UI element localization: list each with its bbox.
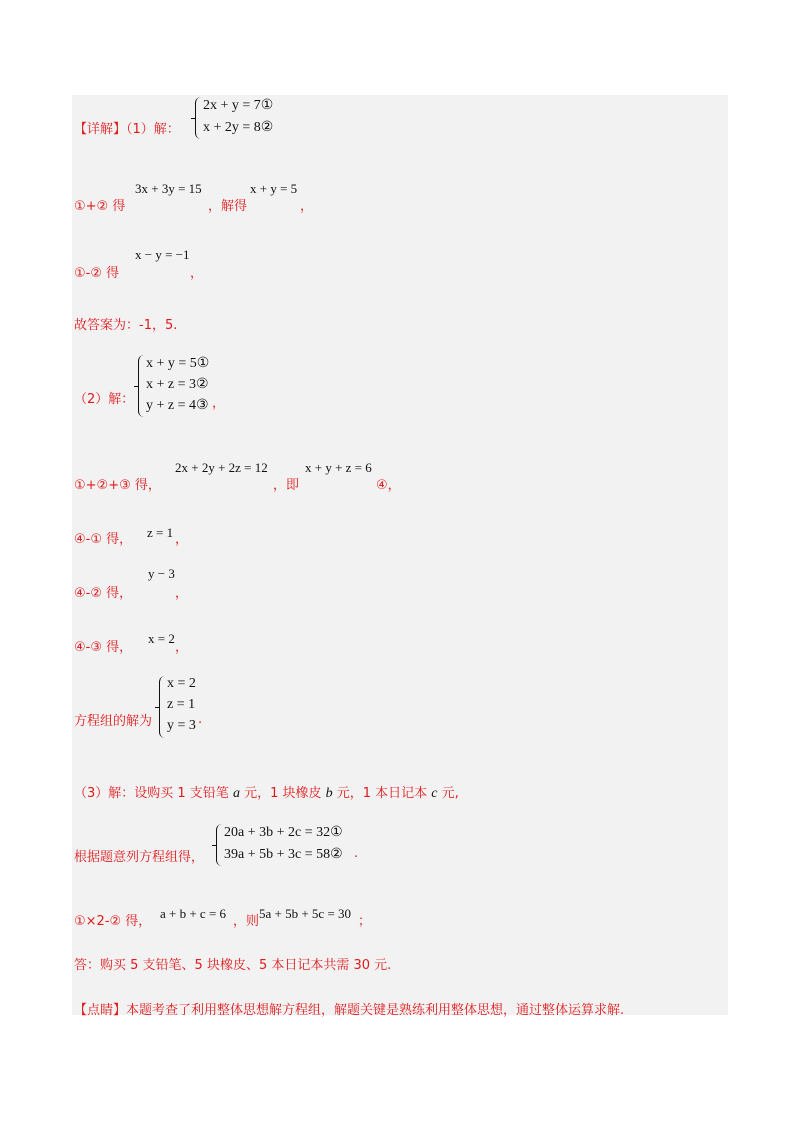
equation: 5a + 5b + 5c = 30 bbox=[259, 906, 352, 921]
part2-step1-op: ①+②+③ 得， bbox=[74, 478, 161, 493]
step-text: ④， bbox=[376, 478, 401, 493]
intro-text: 元，1 本日记本 bbox=[332, 786, 432, 801]
step-text: ， bbox=[212, 396, 226, 411]
equation: x + 2y = 8② bbox=[203, 120, 274, 135]
equation: x + y = 5 bbox=[250, 181, 298, 196]
step-text: ， bbox=[300, 199, 314, 214]
step-text: ； bbox=[358, 914, 372, 929]
equation: 3x + 3y = 15 bbox=[135, 181, 202, 196]
equation: y + z = 4③ bbox=[146, 398, 209, 413]
variable: b bbox=[325, 786, 333, 801]
brace bbox=[159, 676, 166, 738]
equation: y − 3 bbox=[148, 566, 175, 581]
equation: x − y = −1 bbox=[135, 247, 190, 262]
intro-text: （3）解：设购买 1 支铅笔 bbox=[74, 786, 233, 801]
brace bbox=[138, 355, 145, 417]
part1-system bbox=[195, 97, 305, 139]
variable: a bbox=[232, 786, 240, 801]
step-text: ，即 bbox=[273, 478, 300, 493]
part1-answer: 故答案为：-1，5. bbox=[74, 318, 178, 333]
part3-system bbox=[216, 824, 359, 866]
brace bbox=[216, 824, 223, 866]
part3-answer: 答：购买 5 支铅笔、5 块橡皮、5 本日记本共需 30 元. bbox=[74, 958, 392, 973]
step-text: ， bbox=[175, 640, 189, 655]
part2-step3-op: ④-② 得， bbox=[74, 586, 133, 601]
part1-intro bbox=[74, 118, 180, 137]
equation: x + y + z = 6 bbox=[305, 460, 372, 475]
step-text: ，解得 bbox=[208, 199, 248, 214]
detail-tag: 【详解】 bbox=[74, 122, 127, 137]
part2-step2-op: ④-① 得， bbox=[74, 532, 133, 547]
step-text: . bbox=[354, 846, 359, 861]
step-text: ， bbox=[175, 532, 189, 547]
brace bbox=[195, 97, 202, 139]
part3-intro bbox=[74, 782, 459, 802]
equation: x + z = 3② bbox=[146, 377, 209, 392]
equation: x + y = 5① bbox=[146, 356, 210, 371]
step-text: ， bbox=[175, 586, 189, 601]
equation: z = 1 bbox=[147, 525, 174, 540]
comment-tag: 【点睛】 bbox=[74, 1003, 127, 1018]
intro-text: 元, bbox=[437, 786, 459, 801]
step-text: ， bbox=[190, 266, 204, 281]
equation: 2x + y = 7① bbox=[203, 98, 274, 113]
equation: z = 1 bbox=[167, 697, 196, 712]
step-op: ①-② 得 bbox=[74, 266, 120, 281]
part2-system bbox=[138, 355, 218, 417]
part1-step1 bbox=[74, 195, 125, 214]
intro-text: 元，1 块橡皮 bbox=[239, 786, 326, 801]
equation: a + b + c = 6 bbox=[160, 906, 227, 921]
step-text: . bbox=[198, 712, 203, 727]
comment-text: 本题考查了利用整体思想解方程组，解题关键是熟练利用整体思想，通过整体运算求解. bbox=[126, 1003, 625, 1018]
step-text: ，则 bbox=[233, 914, 260, 929]
variable: c bbox=[431, 786, 438, 801]
equation: y = 3 bbox=[167, 718, 196, 733]
part2-label: （2）解： bbox=[74, 392, 135, 407]
part3-step-op: ①×2-② 得， bbox=[74, 914, 152, 929]
equation: 20a + 3b + 2c = 32① bbox=[224, 825, 343, 840]
solution-panel bbox=[72, 95, 728, 1015]
part2-step4-op: ④-③ 得， bbox=[74, 640, 133, 655]
equation: 39a + 5b + 3c = 58② bbox=[224, 847, 343, 862]
part3-system-label: 根据题意列方程组得， bbox=[74, 850, 205, 865]
step-op: ①+② 得 bbox=[74, 199, 126, 214]
equation: x = 2 bbox=[148, 631, 175, 646]
equation: 2x + 2y + 2z = 12 bbox=[175, 460, 268, 475]
part1-step2 bbox=[74, 262, 119, 281]
comment bbox=[74, 999, 624, 1018]
equation: x = 2 bbox=[167, 676, 196, 691]
solution-system bbox=[159, 676, 209, 738]
part1-label: （1）解： bbox=[126, 122, 180, 137]
solution-label: 方程组的解为 bbox=[74, 714, 153, 729]
